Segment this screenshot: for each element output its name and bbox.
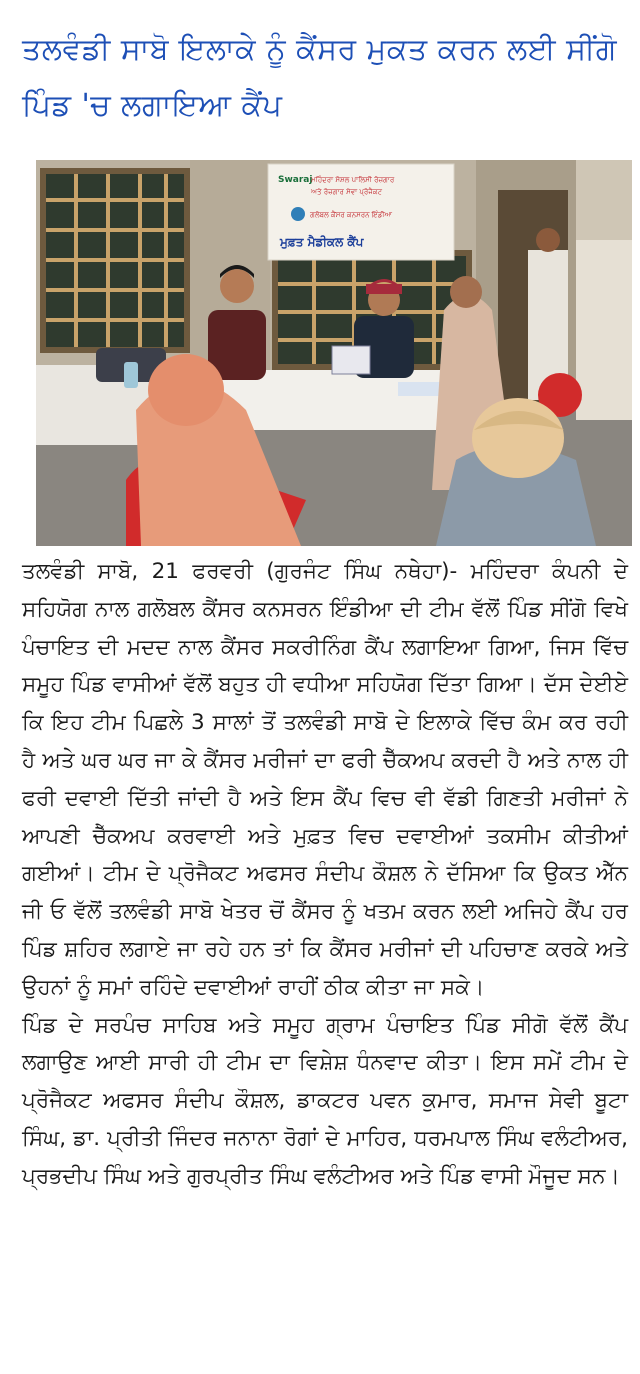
banner-line-1: ਮਹਿੰਦਰਾ ਸੋਸ਼ਲ ਪਾਲਿਸੀ ਰੋਜ਼ਗਾਰ [311, 176, 395, 184]
headline-line-2: ਪਿੰਡ 'ਚ ਲਗਾਇਆ ਕੈਂਪ [22, 88, 283, 123]
camp-banner [268, 164, 454, 260]
banner-logo: Swaraj [278, 175, 313, 185]
medical-camp-photo [36, 160, 632, 546]
window-left [40, 168, 190, 353]
banner-title: ਮੁਫ਼ਤ ਮੈਡੀਕਲ ਕੈਂਪ [280, 235, 364, 249]
article-photo [36, 160, 632, 546]
banner-line-2: ਅਤੇ ਰੋਜ਼ਗਾਰ ਸੇਵਾ ਪ੍ਰੋਜੈਕਟ [311, 188, 383, 196]
paragraph-2: ਪਿੰਡ ਦੇ ਸਰਪੰਚ ਸਾਹਿਬ ਅਤੇ ਸਮੂਹ ਗ੍ਰਾਮ ਪੰਚਾਇਤ ਪਿੰਡ ਸੀਗੋ ਵੱਲੋਂ ਕੈਂਪ ਲਗਾਉਣ ਆਈ ਸਾਰੀ ਹੀ ਟੀਮ ਦਾ ਵਿਸ਼ੇਸ਼ ਧੰਨਵਾਦ ਕੀਤਾ। ਇਸ ਸਮੇਂ ਟੀਮ ਦੇ ਪ੍ਰੋਜੈਕਟ ਅਫਸਰ ਸੰਦੀਪ ਕੌਸ਼ਲ, ਡਾਕਟਰ ਪਵਨ ਕੁਮਾਰ, ਸਮਾਜ ਸੇਵੀ ਬੂਟਾ ਸਿੰਘ, ਡਾ. ਪ੍ਰੀਤੀ ਜਿੰਦਰ ਜਨਾਨਾ ਰੋਗਾਂ ਦੇ ਮਾਹਿਰ, ਧਰਮਪਾਲ ਸਿੰਘ ਵਲੰਟੀਅਰ, ਪ੍ਰਭਦੀਪ ਸਿੰਘ ਅਤੇ ਗੁਰਪ੍ਰੀਤ ਸਿੰਘ ਵਲੰਟੀਅਰ ਅਤੇ ਪਿੰਡ ਵਾਸੀ ਮੌਜੂਦ ਸਨ। [22, 1012, 628, 1189]
article-headline [22, 22, 622, 134]
headline-line-1: ਤਲਵੰਡੀ ਸਾਬੋ ਇਲਾਕੇ ਨੂੰ ਕੈਂਸਰ ਮੁਕਤ ਕਰਨ ਲਈ ਸੀਂਗੋ [22, 32, 618, 67]
paragraph-1: ਤਲਵੰਡੀ ਸਾਬੋ, 21 ਫਰਵਰੀ (ਗੁਰਜੰਟ ਸਿੰਘ ਨਥੇਹਾ)- ਮਹਿੰਦਰਾ ਕੰਪਨੀ ਦੇ ਸਹਿਯੋਗ ਨਾਲ ਗਲੋਬਲ ਕੈਂਸਰ ਕਨਸਰਨ ਇੰਡੀਆ ਦੀ ਟੀਮ ਵੱਲੋਂ ਪਿੰਡ ਸੀਂਗੋ ਵਿਖੇ ਪੰਚਾਇਤ ਦੀ ਮਦਦ ਨਾਲ ਕੈਂਸਰ ਸਕਰੀਨਿੰਗ ਕੈਂਪ ਲਗਾਇਆ ਗਿਆ, ਜਿਸ ਵਿੱਚ ਸਮੂਹ ਪਿੰਡ ਵਾਸੀਆਂ ਵੱਲੋਂ ਬਹੁਤ ਹੀ ਵਧੀਆ ਸਹਿਯੋਗ ਦਿੱਤਾ ਗਿਆ। ਦੱਸ ਦੇਈਏ ਕਿ ਇਹ ਟੀਮ ਪਿਛਲੇ 3 ਸਾਲਾਂ ਤੋਂ ਤਲਵੰਡੀ ਸਾਬੋ ਦੇ ਇਲਾਕੇ ਵਿੱਚ ਕੰਮ ਕਰ ਰਹੀ ਹੈ ਅਤੇ ਘਰ ਘਰ ਜਾ ਕੇ ਕੈਂਸਰ ਮਰੀਜਾਂ ਦਾ ਫਰੀ ਚੈੱਕਅਪ ਕਰਦੀ ਹੈ ਅਤੇ ਨਾਲ ਹੀ ਫਰੀ ਦਵਾਈ ਦਿੱਤੀ ਜਾਂਦੀ ਹੈ ਅਤੇ ਇਸ ਕੈਂਪ ਵਿਚ ਵੀ ਵੱਡੀ ਗਿਣਤੀ ਮਰੀਜਾਂ ਨੇ ਆਪਣੀ ਚੈੱਕਅਪ ਕਰਵਾਈ ਅਤੇ ਮੁਫ਼ਤ ਵਿਚ ਦਵਾਈਆਂ ਤਕਸੀਮ ਕੀਤੀਆਂ ਗਈਆਂ। ਟੀਮ ਦੇ ਪ੍ਰੋਜੈਕਟ ਅਫਸਰ ਸੰਦੀਪ ਕੌਸ਼ਲ ਨੇ ਦੱਸਿਆ ਕਿ ਉਕਤ ਐੱਨ ਜੀ ਓ ਵੱਲੋਂ ਤਲਵੰਡੀ ਸਾਬੋ ਖੇਤਰ ਚੋਂ ਕੈਂਸਰ ਨੂੰ ਖਤਮ ਕਰਨ ਲਈ ਅਜਿਹੇ ਕੈਂਪ ਹਰ ਪਿੰਡ ਸ਼ਹਿਰ ਲਗਾਏ ਜਾ ਰਹੇ ਹਨ ਤਾਂ ਕਿ ਕੈਂਸਰ ਮਰੀਜਾਂ ਦੀ ਪਹਿਚਾਣ ਕਰਕੇ ਅਤੇ ਉਹਨਾਂ ਨੂੰ ਸਮਾਂ ਰਹਿੰਦੇ ਦਵਾਈਆਂ ਰਾਹੀਂ ਠੀਕ ਕੀਤਾ ਜਾ ਸਕੇ। [22, 559, 628, 1000]
banner-line-3: ਗਲੋਬਲ ਕੈਂਸਰ ਕਨਸਰਨ ਇੰਡੀਆ [310, 211, 393, 219]
article-body [22, 553, 628, 1196]
